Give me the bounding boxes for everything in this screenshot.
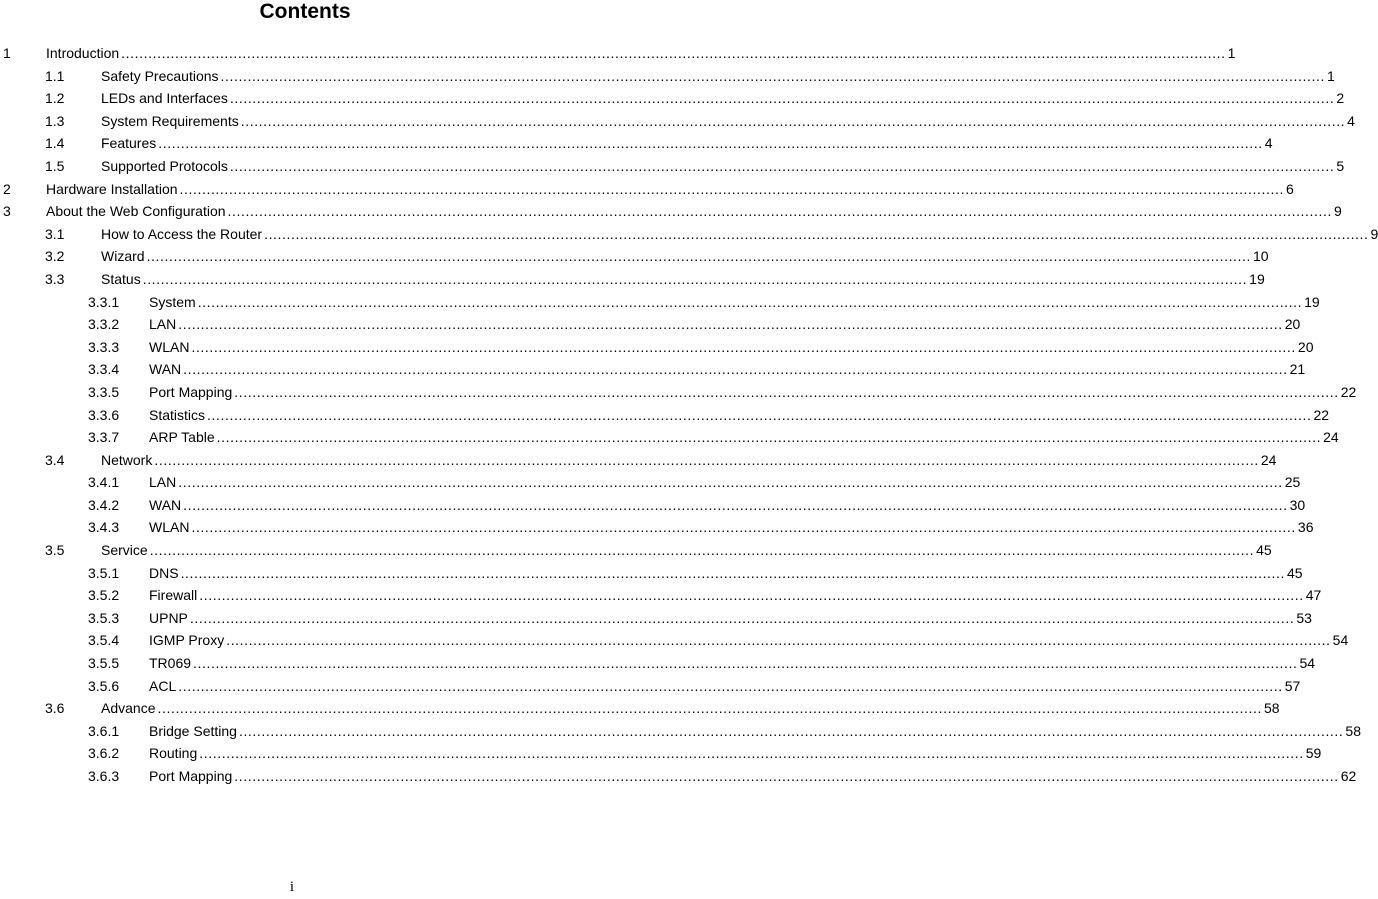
toc-entry-title: WAN [149,496,182,513]
toc-entry-line [149,720,1361,743]
toc-entry-title: Port Mapping [149,383,233,400]
toc-entry-page: 30 [1289,496,1306,513]
toc-dot-leader [199,584,1303,607]
toc-entry-title: How to Access the Router [101,225,263,242]
toc-entry-line [101,449,1277,472]
toc-entry-line [101,87,1345,110]
toc-entry-line [149,358,1306,381]
toc-entry-page: 20 [1297,338,1314,355]
toc-entry-title: Service [101,542,148,559]
toc-entry-line [149,765,1357,788]
toc-dot-leader [157,697,1261,720]
toc-entry-title: WAN [149,361,182,378]
toc-entry-page: 53 [1296,609,1312,626]
toc-entry-number: 1.5 [45,157,65,174]
toc-entry-line [149,336,1314,359]
toc-entry-line [101,223,1378,246]
toc-entry[interactable] [0,65,1335,88]
toc-entry-title: LAN [149,474,177,491]
toc-dot-leader [154,449,1258,472]
toc-entry-number: 3.3.4 [88,361,120,378]
toc-entry[interactable] [0,494,1306,517]
toc-entry[interactable] [0,110,1355,133]
toc-entry-title: Network [101,451,153,468]
toc-dot-leader [178,675,1282,698]
toc-entry-title: Hardware Installation [46,180,178,197]
toc-entry-page: 2 [1336,90,1345,107]
toc-dot-leader [221,65,1325,88]
toc-entry-page: 4 [1264,135,1273,152]
toc-entry-line [101,245,1269,268]
toc-entry-page: 25 [1284,474,1301,491]
toc-entry[interactable] [0,607,1312,630]
toc-dot-leader [264,223,1368,246]
toc-entry-line [149,381,1357,404]
toc-entry-line [149,562,1303,585]
toc-entry-title: Statistics [149,406,206,423]
toc-entry-title: Wizard [101,248,145,265]
toc-entry-title: Safety Precautions [101,67,219,84]
toc-entry-number: 1 [3,45,11,61]
toc-entry-number: 3 [3,203,11,220]
toc-entry-page: 10 [1253,248,1269,265]
toc-entry-number: 3.3 [45,270,65,287]
toc-entry[interactable] [0,471,1301,494]
toc-entry[interactable] [0,42,1236,65]
toc-entry-line [46,200,1342,223]
toc-entry[interactable] [0,426,1339,449]
toc-entry-number: 3.4.3 [88,519,120,536]
toc-entry-page: 45 [1256,542,1272,559]
toc-entry-number: 3.5 [45,542,65,559]
toc-dot-leader [147,245,1251,268]
toc-entry-number: 3.6 [45,700,65,717]
toc-dot-leader [230,155,1334,178]
toc-entry[interactable] [0,155,1345,178]
toc-dot-leader [234,765,1338,788]
toc-entry-line [149,404,1330,427]
toc-entry-title: Features [101,135,157,152]
toc-entry-page: 58 [1263,700,1280,717]
toc-entry-title: Port Mapping [149,768,233,784]
toc-entry-line [101,65,1335,88]
toc-entry-page: 20 [1284,316,1301,333]
toc-dot-leader [178,313,1282,336]
toc-dot-leader [230,87,1334,110]
toc-entry-page: 36 [1297,519,1314,536]
toc-dot-leader [180,178,1284,201]
toc-entry-number: 3.3.1 [88,293,120,310]
toc-entry-number: 1.2 [45,90,65,107]
toc-entry-line [149,313,1301,336]
toc-entry-number: 3.3.5 [88,383,120,400]
toc-entry-title: WLAN [149,519,190,536]
toc-entry-page: 5 [1336,157,1345,174]
toc-entry-page: 24 [1323,429,1339,446]
toc-dot-leader [190,607,1294,630]
toc-dot-leader [228,200,1332,223]
toc-entry[interactable] [0,720,1361,743]
page-title: Contents [259,0,351,23]
toc-dot-leader [198,291,1302,314]
toc-entry-line [149,516,1314,539]
toc-entry-page: 21 [1289,361,1306,378]
toc-entry-title: System [149,293,196,310]
toc-entry-page: 24 [1260,451,1277,468]
toc-entry-page: 54 [1299,655,1316,672]
toc-dot-leader [239,720,1343,743]
toc-entry-number: 3.6.3 [88,768,120,784]
toc-entry-number: 3.6.1 [88,722,120,739]
toc-dot-leader [217,426,1321,449]
toc-entry-title: Bridge Setting [149,722,237,739]
toc-entry-line [101,155,1345,178]
toc-entry-number: 1.4 [45,135,65,152]
toc-entry-line [149,607,1312,630]
toc-entry-page: 6 [1285,180,1294,197]
toc-entry[interactable] [0,291,1320,314]
toc-entry-number: 3.5.1 [88,564,120,581]
toc-entry[interactable] [0,516,1314,539]
toc-entry[interactable] [0,178,1294,201]
toc-entry[interactable] [0,697,1280,720]
toc-entry-title: IGMP Proxy [149,632,225,649]
toc-entry-page: 9 [1333,203,1342,220]
toc-entry-number: 3.2 [45,248,65,265]
toc-entry-title: UPNP [149,609,188,626]
toc-entry-page: 47 [1305,587,1322,604]
toc-entry-line [101,539,1272,562]
toc-entry-line [149,675,1301,698]
toc-entry-title: LEDs and Interfaces [101,90,228,107]
toc-entry-title: ARP Table [149,429,215,446]
toc-dot-leader [178,471,1282,494]
toc-entry-line [149,494,1306,517]
toc-dot-leader [183,358,1287,381]
toc-dot-leader [241,110,1345,133]
toc-entry-number: 3.5.6 [88,677,120,694]
toc-dot-leader [226,629,1330,652]
toc-entry-number: 3.6.2 [88,745,120,762]
toc-entry-title: ACL [149,677,177,694]
toc-entry[interactable] [0,562,1303,585]
toc-entry-line [149,291,1320,314]
toc-entry-title: Routing [149,745,198,762]
toc-dot-leader [181,562,1285,585]
toc-entry-title: Firewall [149,587,198,604]
toc-entry-number: 3.3.7 [88,429,120,446]
toc-entry-title: DNS [149,564,179,581]
toc-entry[interactable] [0,629,1349,652]
toc-entry-line [149,584,1322,607]
toc-entry-line [101,697,1280,720]
toc-entry-page: 19 [1304,293,1320,310]
toc-entry-number: 3.5.4 [88,632,120,649]
toc-entry-page: 9 [1370,225,1378,242]
toc-dot-leader [193,652,1297,675]
toc-entry-page: 54 [1332,632,1349,649]
toc-entry-number: 3.4.1 [88,474,120,491]
toc-entry[interactable] [0,539,1272,562]
toc-entry-number: 3.4 [45,451,65,468]
toc-entry-page: 57 [1284,677,1301,694]
toc-entry-page: 19 [1249,270,1265,287]
toc-dot-leader [150,539,1254,562]
toc-entry-title: WLAN [149,338,190,355]
toc-entry[interactable] [0,132,1273,155]
toc-entry-number: 3.3.3 [88,338,120,355]
toc-entry-page: 45 [1287,564,1303,581]
toc-dot-leader [207,404,1311,427]
toc-entry[interactable] [0,87,1345,110]
toc-entry-number: 2 [3,180,11,197]
toc-entry-title: TR069 [149,655,192,672]
toc-entry-number: 3.5.3 [88,609,120,626]
page-number: i [289,879,295,895]
toc-entry-title: System Requirements [101,112,239,129]
toc-entry-line [149,426,1339,449]
toc-entry-title: LAN [149,316,177,333]
toc-dot-leader [121,42,1225,65]
toc-dot-leader [143,268,1247,291]
toc-entry-number: 3.1 [45,225,65,242]
toc-entry[interactable] [0,313,1301,336]
toc-entry-line [149,629,1349,652]
toc-entry-title: Supported Protocols [101,157,228,174]
toc-entry-line [149,471,1301,494]
toc-entry-line [149,742,1322,765]
toc-dot-leader [199,742,1303,765]
toc-entry-page: 58 [1345,722,1361,739]
toc-entry-line [101,132,1273,155]
toc-entry-page: 59 [1305,745,1322,762]
toc-entry-number: 3.5.2 [88,587,120,604]
toc-dot-leader [191,516,1295,539]
toc-entry[interactable] [0,742,1322,765]
toc-dot-leader [191,336,1295,359]
toc-entry-title: About the Web Configuration [46,203,226,220]
toc-entry[interactable] [0,381,1357,404]
toc-entry-line [149,652,1316,675]
toc-entry[interactable] [0,223,1378,246]
toc-entry[interactable] [0,200,1342,223]
toc-entry-number: 3.3.2 [88,316,120,333]
toc-entry-title: Introduction [46,45,120,61]
toc-entry-line [46,42,1236,65]
toc-entry-line [46,178,1294,201]
toc-entry[interactable] [0,652,1316,675]
toc-entry-number: 1.1 [45,67,65,84]
toc-entry[interactable] [0,358,1306,381]
toc-entry[interactable] [0,336,1314,359]
toc-dot-leader [234,381,1338,404]
table-of-contents [0,42,1378,788]
toc-entry-line [101,268,1265,291]
toc-entry[interactable] [0,584,1322,607]
toc-entry-page: 62 [1340,768,1357,784]
toc-entry[interactable] [0,449,1277,472]
toc-entry[interactable] [0,675,1301,698]
toc-entry[interactable] [0,404,1330,427]
toc-entry-number: 3.3.6 [88,406,120,423]
toc-entry-number: 1.3 [45,112,65,129]
toc-entry[interactable] [0,268,1265,291]
toc-entry-page: 22 [1313,406,1330,423]
toc-entry[interactable] [0,765,1357,788]
toc-entry-title: Status [101,270,141,287]
toc-dot-leader [158,132,1262,155]
toc-entry-title: Advance [101,700,156,717]
toc-entry-number: 3.5.5 [88,655,120,672]
toc-entry-page: 1 [1326,67,1335,84]
toc-entry-page: 4 [1347,112,1355,129]
toc-entry[interactable] [0,245,1269,268]
toc-entry-line [101,110,1355,133]
toc-entry-number: 3.4.2 [88,496,120,513]
toc-entry-page: 1 [1227,45,1236,61]
toc-dot-leader [183,494,1287,517]
toc-entry-page: 22 [1340,383,1357,400]
